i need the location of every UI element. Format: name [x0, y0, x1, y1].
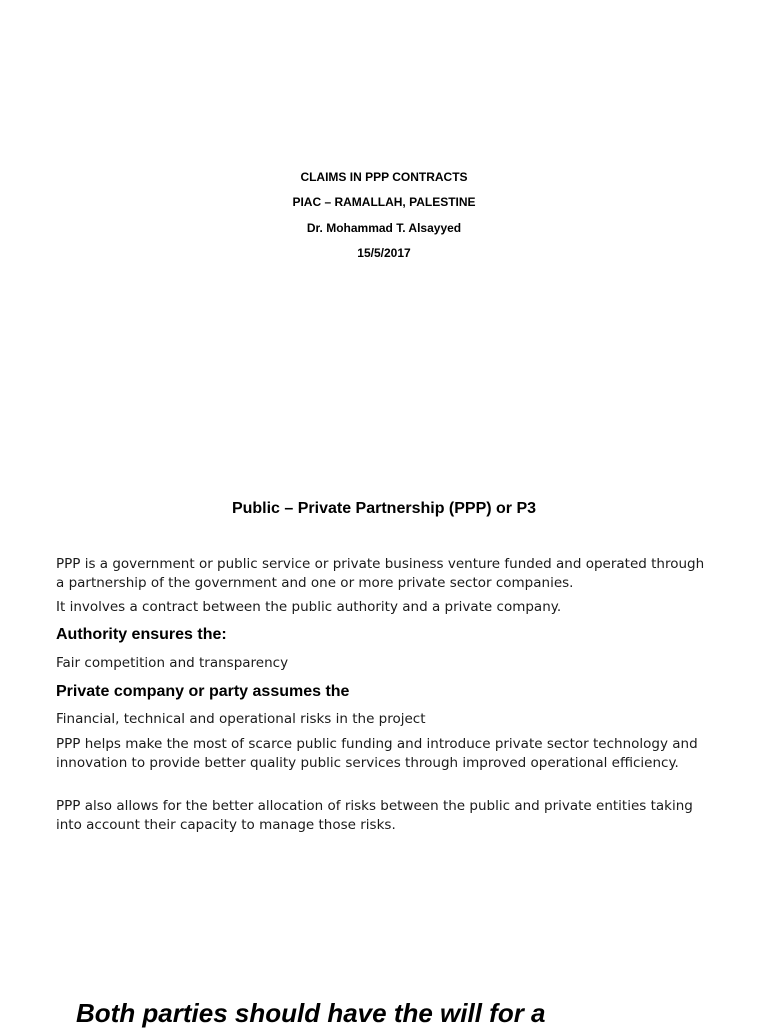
authority-heading: Authority ensures the: — [56, 626, 227, 643]
organization-location: PIAC – RAMALLAH, PALESTINE — [292, 195, 476, 210]
private-company-text: Financial, technical and operational risks in the project — [56, 711, 426, 727]
paragraph-contract: It involves a contract between the public authority and a private company. — [56, 599, 562, 615]
next-slide-heading: Both parties should have the will for a — [76, 998, 546, 1028]
title-block — [0, 168, 768, 269]
paragraph-risk-allocation: PPP also allows for the better allocation of risks between the public and private entities taking into account their capacity to manage those risks. — [56, 798, 693, 833]
paragraph-ppp-definition: PPP is a government or public service or private business venture funded and operated through a partnership of the government and one or more private sector companies. — [56, 556, 705, 591]
section-heading: Public – Private Partnership (PPP) or P3 — [231, 500, 537, 517]
author-name: Dr. Mohammad T. Alsayyed — [306, 220, 462, 235]
document-date: 15/5/2017 — [357, 245, 411, 260]
document-title: CLAIMS IN PPP CONTRACTS — [300, 170, 468, 184]
paragraph-ppp-benefits: PPP helps make the most of scarce public funding and introduce private sector technology and innovation to provide better quality public services through improved operational efficiency. — [56, 736, 698, 771]
authority-text: Fair competition and transparency — [56, 655, 289, 671]
private-company-heading: Private company or party assumes the — [56, 683, 350, 700]
